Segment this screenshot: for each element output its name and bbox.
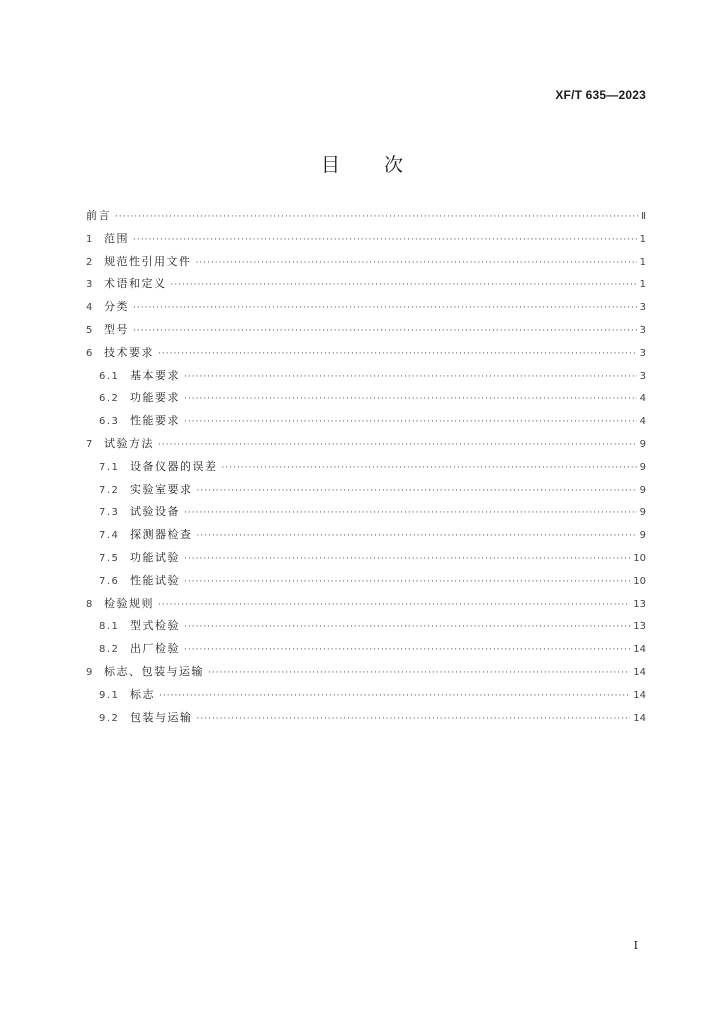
toc-entry-title: 探测器检查 bbox=[130, 528, 193, 542]
toc-leader-dots bbox=[196, 252, 637, 275]
toc-entry-title: 前言 bbox=[86, 209, 111, 222]
toc-entry-title: 分类 bbox=[104, 300, 129, 314]
toc-leader-dots bbox=[158, 434, 637, 457]
toc-entry-page: 1 bbox=[639, 233, 646, 245]
toc-entry-page: 9 bbox=[639, 530, 646, 542]
toc-leader-dots bbox=[184, 388, 637, 411]
toc-entry-title: 标志、包装与运输 bbox=[104, 664, 204, 678]
toc-entry-number: 7.1 bbox=[99, 461, 120, 473]
toc-entry-page: 13 bbox=[633, 621, 646, 633]
toc-entry-page: 14 bbox=[633, 666, 646, 678]
toc-leader-dots bbox=[184, 411, 637, 434]
toc-entry-number: 7.5 bbox=[99, 552, 120, 564]
toc-entry[interactable] bbox=[86, 228, 646, 251]
toc-entry-number: 4 bbox=[86, 302, 93, 314]
toc-entry-number: 6.1 bbox=[99, 370, 120, 382]
toc-entry-title: 试验设备 bbox=[130, 505, 180, 519]
toc-leader-dots bbox=[208, 662, 630, 685]
toc-leader-dots bbox=[184, 548, 630, 571]
toc-leader-dots bbox=[133, 229, 637, 252]
toc-entry-title: 术语和定义 bbox=[104, 277, 167, 291]
toc-entry-title: 性能要求 bbox=[130, 414, 180, 428]
toc-entry-number: 9.1 bbox=[99, 689, 120, 701]
toc-entry[interactable] bbox=[86, 433, 646, 456]
toc-entry-page: Ⅱ bbox=[641, 211, 646, 222]
toc-leader-dots bbox=[159, 685, 630, 708]
toc-entry-title: 实验室要求 bbox=[130, 482, 193, 496]
toc-entry[interactable] bbox=[86, 661, 646, 684]
toc-entry-number: 8.2 bbox=[99, 644, 120, 656]
toc-entry-title: 性能试验 bbox=[130, 573, 180, 587]
toc-entry-number: 2 bbox=[86, 256, 93, 268]
toc-entry-title: 出厂检验 bbox=[130, 642, 180, 656]
toc-entry-number: 7.4 bbox=[99, 530, 120, 542]
toc-leader-dots bbox=[133, 320, 637, 343]
toc-entry[interactable] bbox=[86, 410, 646, 433]
toc-entry[interactable] bbox=[86, 707, 646, 730]
toc-entry-number: 7.6 bbox=[99, 575, 120, 587]
toc-leader-dots bbox=[184, 571, 630, 594]
toc-entry[interactable] bbox=[86, 501, 646, 524]
toc-leader-dots bbox=[197, 480, 637, 503]
toc-entry-page: 4 bbox=[639, 416, 646, 428]
toc-entry-title: 型号 bbox=[104, 322, 129, 336]
toc-entry[interactable] bbox=[86, 638, 646, 661]
toc-entry-page: 1 bbox=[639, 279, 646, 291]
table-of-contents bbox=[86, 205, 646, 729]
toc-entry[interactable] bbox=[86, 479, 646, 502]
toc-entry-page: 1 bbox=[639, 256, 646, 268]
page-number: I bbox=[633, 939, 638, 952]
toc-entry-page: 9 bbox=[639, 484, 646, 496]
toc-entry-page: 3 bbox=[639, 324, 646, 336]
toc-entry-page: 14 bbox=[633, 689, 646, 701]
toc-entry-title: 技术要求 bbox=[104, 345, 154, 359]
toc-entry-number: 8.1 bbox=[99, 621, 120, 633]
toc-entry-number: 6.3 bbox=[99, 416, 120, 428]
toc-entry[interactable] bbox=[86, 296, 646, 319]
toc-leader-dots bbox=[184, 502, 637, 525]
toc-entry[interactable] bbox=[86, 684, 646, 707]
toc-entry-number: 6 bbox=[86, 347, 93, 359]
toc-entry-title: 检验规则 bbox=[104, 596, 154, 610]
toc-leader-dots bbox=[197, 525, 637, 548]
toc-entry-page: 13 bbox=[633, 598, 646, 610]
toc-entry-number: 9.2 bbox=[99, 712, 120, 724]
toc-entry-page: 3 bbox=[639, 370, 646, 382]
toc-entry[interactable] bbox=[86, 456, 646, 479]
toc-entry-page: 9 bbox=[639, 438, 646, 450]
toc-entry-number: 7.3 bbox=[99, 507, 120, 519]
toc-entry-title: 范围 bbox=[104, 231, 129, 245]
toc-entry-page: 14 bbox=[633, 644, 646, 656]
toc-entry-title: 包装与运输 bbox=[130, 710, 193, 724]
toc-entry-title: 试验方法 bbox=[104, 436, 154, 450]
toc-entry-title: 规范性引用文件 bbox=[104, 254, 192, 268]
toc-leader-dots bbox=[115, 206, 638, 229]
toc-entry-page: 10 bbox=[633, 575, 646, 587]
toc-entry-page: 14 bbox=[633, 712, 646, 724]
toc-leader-dots bbox=[171, 274, 637, 297]
toc-entry-number: 5 bbox=[86, 324, 93, 336]
toc-entry[interactable] bbox=[86, 615, 646, 638]
toc-entry[interactable] bbox=[86, 342, 646, 365]
page-title bbox=[0, 150, 724, 177]
toc-entry[interactable] bbox=[86, 205, 646, 228]
toc-entry-title: 设备仪器的误差 bbox=[130, 459, 218, 473]
toc-entry-page: 3 bbox=[639, 302, 646, 314]
toc-entry-page: 4 bbox=[639, 393, 646, 405]
toc-entry[interactable] bbox=[86, 593, 646, 616]
toc-entry-number: 1 bbox=[86, 233, 93, 245]
toc-leader-dots bbox=[197, 708, 631, 731]
toc-entry-page: 9 bbox=[639, 461, 646, 473]
toc-entry-number: 9 bbox=[86, 666, 93, 678]
toc-entry-number: 7.2 bbox=[99, 484, 120, 496]
toc-leader-dots bbox=[222, 457, 637, 480]
toc-entry-number: 8 bbox=[86, 598, 93, 610]
toc-entry[interactable] bbox=[86, 273, 646, 296]
toc-entry-title: 基本要求 bbox=[130, 368, 180, 382]
toc-entry-title: 标志 bbox=[130, 687, 155, 701]
toc-entry-title: 型式检验 bbox=[130, 619, 180, 633]
toc-entry-title: 功能要求 bbox=[130, 391, 180, 405]
toc-leader-dots bbox=[184, 366, 637, 389]
toc-entry-number: 7 bbox=[86, 438, 93, 450]
title-char-2: 次 bbox=[384, 154, 404, 176]
toc-entry-number: 3 bbox=[86, 279, 93, 291]
toc-entry-page: 10 bbox=[633, 552, 646, 564]
toc-entry[interactable] bbox=[86, 365, 646, 388]
toc-entry-title: 功能试验 bbox=[130, 550, 180, 564]
toc-entry[interactable] bbox=[86, 251, 646, 274]
toc-leader-dots bbox=[184, 639, 630, 662]
toc-entry[interactable] bbox=[86, 570, 646, 593]
toc-entry-page: 9 bbox=[639, 507, 646, 519]
title-char-1: 目 bbox=[320, 154, 340, 176]
toc-entry-page: 3 bbox=[639, 347, 646, 359]
toc-entry[interactable] bbox=[86, 319, 646, 342]
toc-leader-dots bbox=[133, 297, 637, 320]
toc-entry[interactable] bbox=[86, 524, 646, 547]
toc-leader-dots bbox=[158, 594, 630, 617]
toc-leader-dots bbox=[184, 616, 630, 639]
toc-entry[interactable] bbox=[86, 387, 646, 410]
standard-number: XF/T 635—2023 bbox=[555, 88, 646, 102]
toc-leader-dots bbox=[158, 343, 637, 366]
toc-entry[interactable] bbox=[86, 547, 646, 570]
toc-entry-number: 6.2 bbox=[99, 393, 120, 405]
